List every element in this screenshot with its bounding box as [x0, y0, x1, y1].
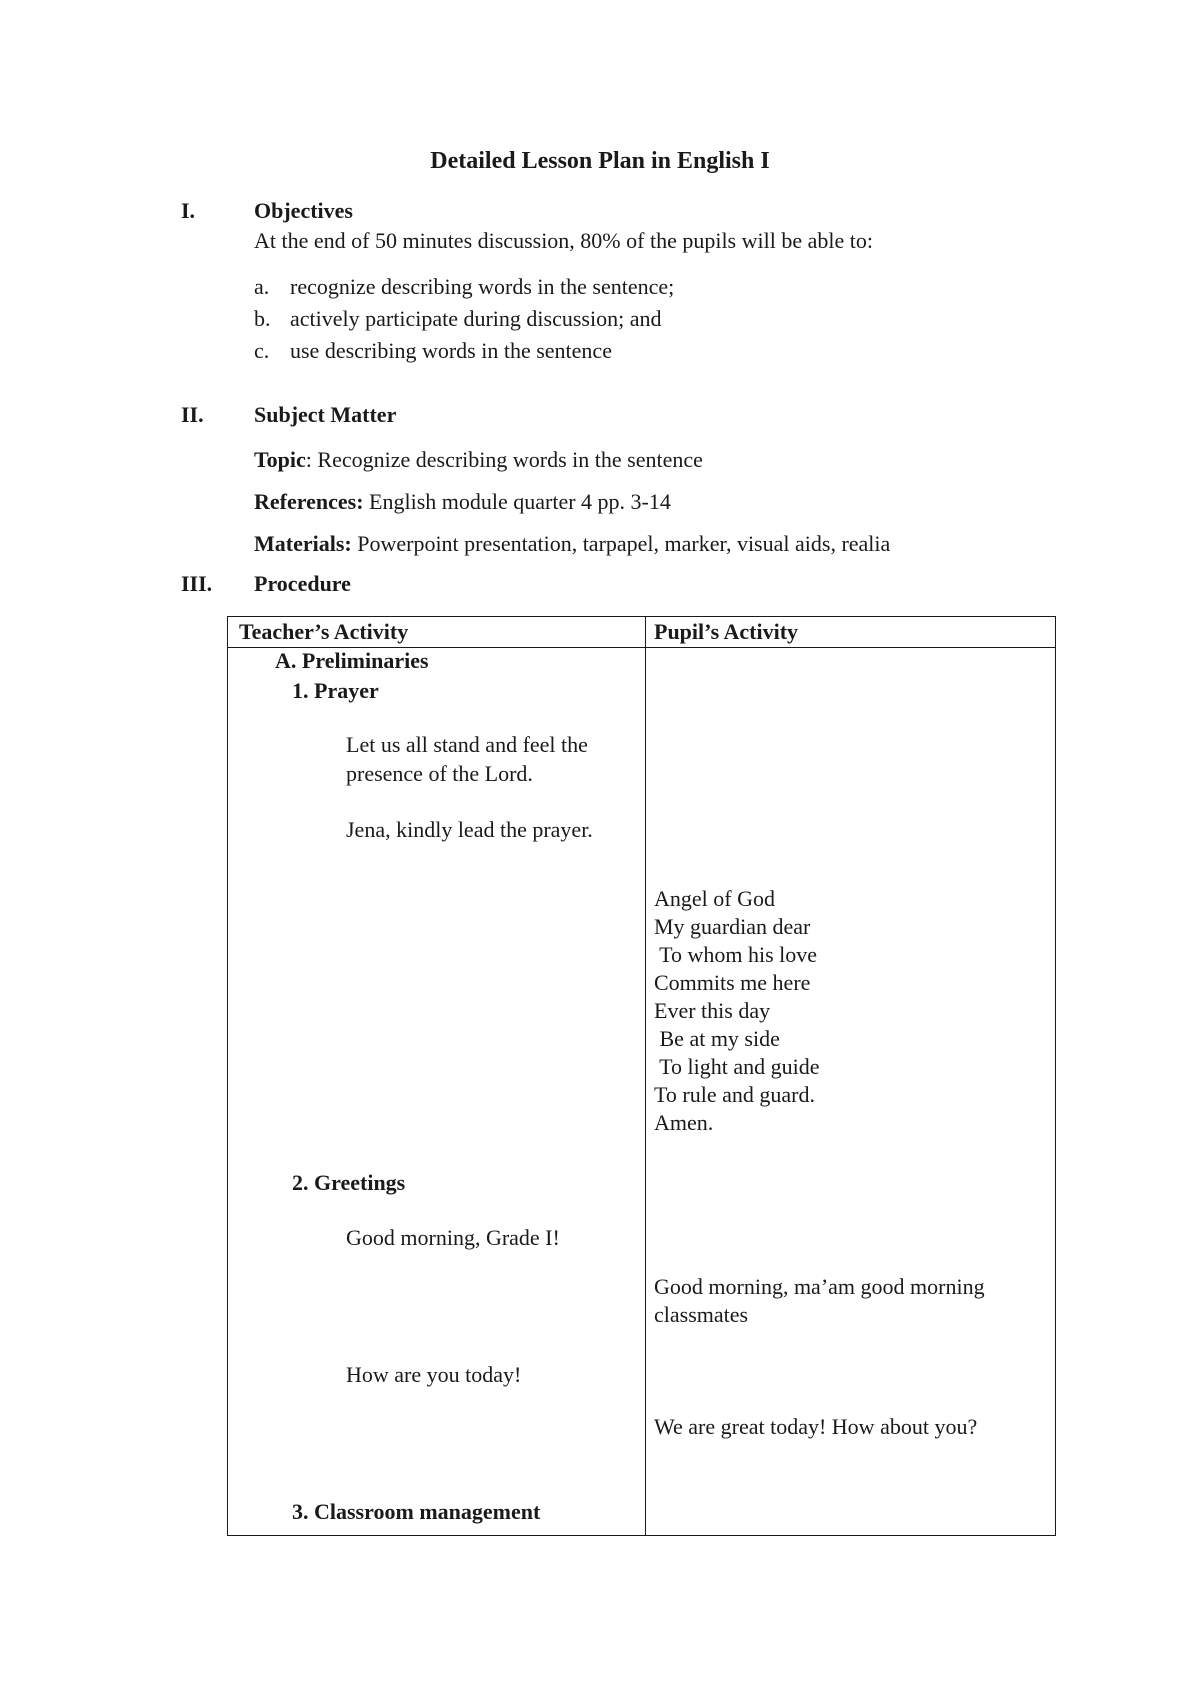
prayer-line: Ever this day	[654, 998, 771, 1023]
teacher-prayer-request: Jena, kindly lead the prayer.	[346, 817, 593, 842]
prayer-line: To rule and guard.	[654, 1082, 815, 1107]
topic-value: : Recognize describing words in the sentence	[305, 447, 703, 472]
preliminaries-heading: A. Preliminaries	[275, 648, 429, 673]
subject-matter-numeral: II.	[181, 402, 204, 427]
teacher-question: How are you today!	[346, 1362, 522, 1387]
procedure-heading: Procedure	[254, 571, 351, 596]
objectives-heading: Objectives	[254, 198, 353, 223]
materials-label: Materials:	[254, 531, 352, 556]
table-column-divider	[645, 617, 646, 1535]
procedure-table	[227, 616, 1056, 1536]
page-title: Detailed Lesson Plan in English I	[430, 148, 770, 174]
prayer-line: Amen.	[654, 1110, 714, 1135]
teacher-greeting: Good morning, Grade I!	[346, 1225, 560, 1250]
teacher-activity-header: Teacher’s Activity	[239, 619, 409, 644]
prayer-line: Commits me here	[654, 970, 811, 995]
objectives-numeral: I.	[181, 198, 196, 223]
pupil-activity-header: Pupil’s Activity	[654, 619, 799, 644]
greetings-heading: 2. Greetings	[292, 1170, 406, 1195]
pupil-greeting: classmates	[654, 1302, 749, 1327]
objective-text: actively participate during discussion; and	[290, 306, 662, 331]
references-value: English module quarter 4 pp. 3-14	[363, 489, 671, 514]
prayer-heading: 1. Prayer	[292, 678, 379, 703]
objective-text: recognize describing words in the sentence;	[290, 274, 675, 299]
prayer-line: To whom his love	[654, 942, 818, 967]
materials-value: Powerpoint presentation, tarpapel, marker, visual aids, realia	[351, 531, 891, 556]
references-label: References:	[254, 489, 364, 514]
procedure-numeral: III.	[181, 571, 213, 596]
references-line	[254, 489, 671, 515]
objective-letter: b.	[254, 306, 271, 331]
objective-text: use describing words in the sentence	[290, 338, 612, 363]
objective-letter: a.	[254, 274, 270, 299]
teacher-prayer-instruction: presence of the Lord.	[346, 761, 533, 786]
classroom-management-heading: 3. Classroom management	[292, 1499, 541, 1524]
pupil-response: We are great today! How about you?	[654, 1414, 978, 1439]
prayer-line: My guardian dear	[654, 914, 811, 939]
subject-matter-heading: Subject Matter	[254, 402, 397, 427]
objectives-intro: At the end of 50 minutes discussion, 80% of the pupils will be able to:	[254, 228, 873, 253]
pupil-greeting: Good morning, ma’am good morning	[654, 1274, 985, 1299]
topic-line	[254, 447, 703, 473]
topic-label: Topic	[254, 447, 306, 472]
teacher-prayer-instruction: Let us all stand and feel the	[346, 732, 588, 757]
prayer-line: To light and guide	[654, 1054, 820, 1079]
materials-line	[254, 531, 890, 557]
prayer-line: Be at my side	[654, 1026, 780, 1051]
objective-letter: c.	[254, 338, 270, 363]
prayer-line: Angel of God	[654, 886, 775, 911]
